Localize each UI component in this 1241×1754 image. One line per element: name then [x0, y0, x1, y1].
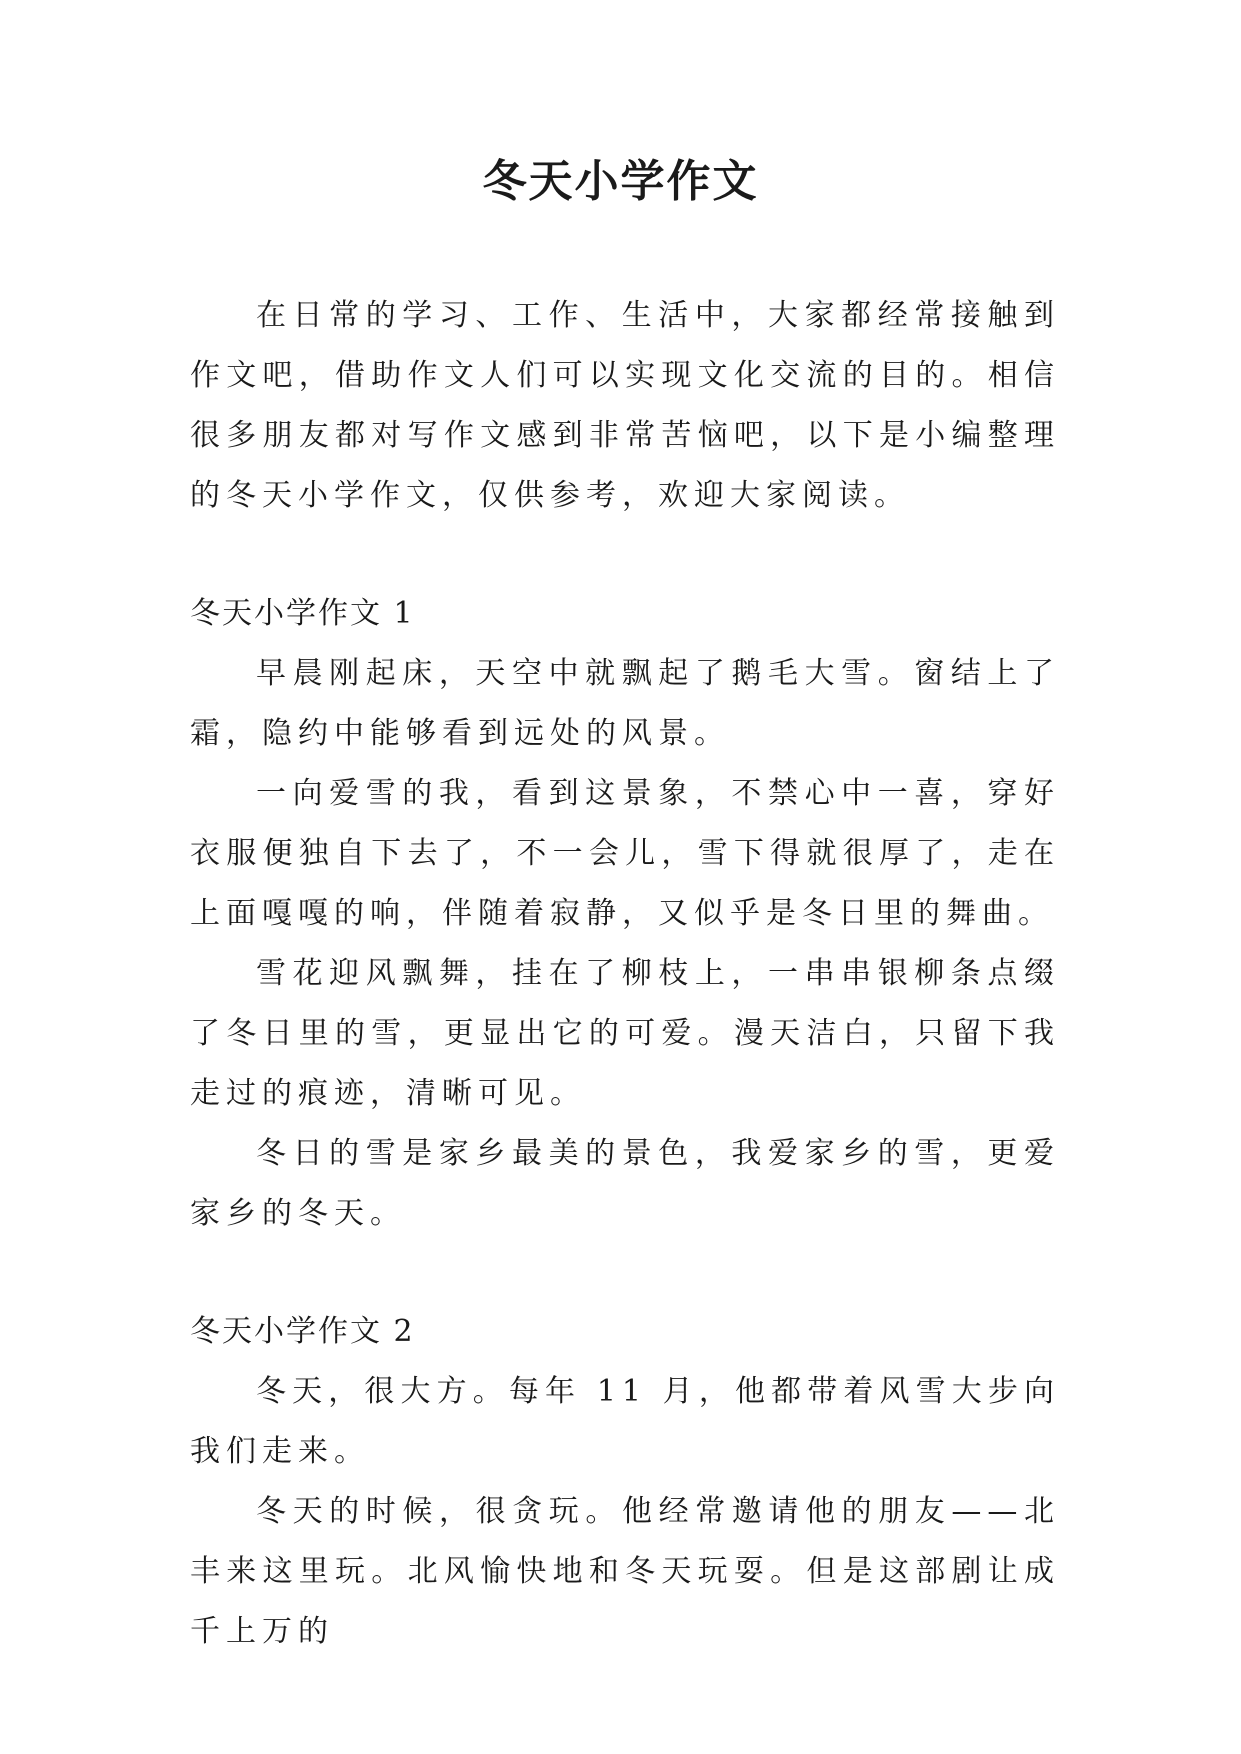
- essay-section-2: [190, 1302, 1060, 1662]
- section-paragraph: 冬日的雪是家乡最美的景色，我爱家乡的雪，更爱家乡的冬天。: [190, 1136, 1060, 1231]
- section-paragraph: 冬天的时候，很贪玩。他经常邀请他的朋友——北丰来这里玩。北风愉快地和冬天玩耍。但是这部剧让成千上万的: [190, 1494, 1060, 1649]
- document-body: [190, 286, 1060, 1662]
- section-paragraph: 雪花迎风飘舞，挂在了柳枝上，一串串银柳条点缀了冬日里的雪，更显出它的可爱。漫天洁白，只留下我走过的痕迹，清晰可见。: [190, 956, 1060, 1111]
- section-paragraph: 冬天，很大方。每年 11 月，他都带着风雪大步向我们走来。: [190, 1374, 1060, 1469]
- section-heading: 冬天小学作文 1: [190, 596, 415, 631]
- section-paragraph: 早晨刚起床，天空中就飘起了鹅毛大雪。窗结上了霜，隐约中能够看到远处的风景。: [190, 656, 1060, 751]
- intro-paragraph: 在日常的学习、工作、生活中，大家都经常接触到作文吧，借助作文人们可以实现文化交流的目的。相信很多朋友都对写作文感到非常苦恼吧，以下是小编整理的冬天小学作文，仅供参考，欢迎大家阅读。: [190, 298, 1060, 513]
- section-heading: 冬天小学作文 2: [190, 1314, 415, 1349]
- document-title: 冬天小学作文: [482, 156, 759, 207]
- section-paragraph: 一向爱雪的我，看到这景象，不禁心中一喜，穿好衣服便独自下去了，不一会儿，雪下得就很厚了，走在上面嘎嘎的响，伴随着寂静，又似乎是冬日里的舞曲。: [190, 776, 1060, 931]
- essay-section-1: [190, 584, 1060, 1244]
- spacer: [190, 526, 1060, 584]
- spacer: [190, 1244, 1060, 1302]
